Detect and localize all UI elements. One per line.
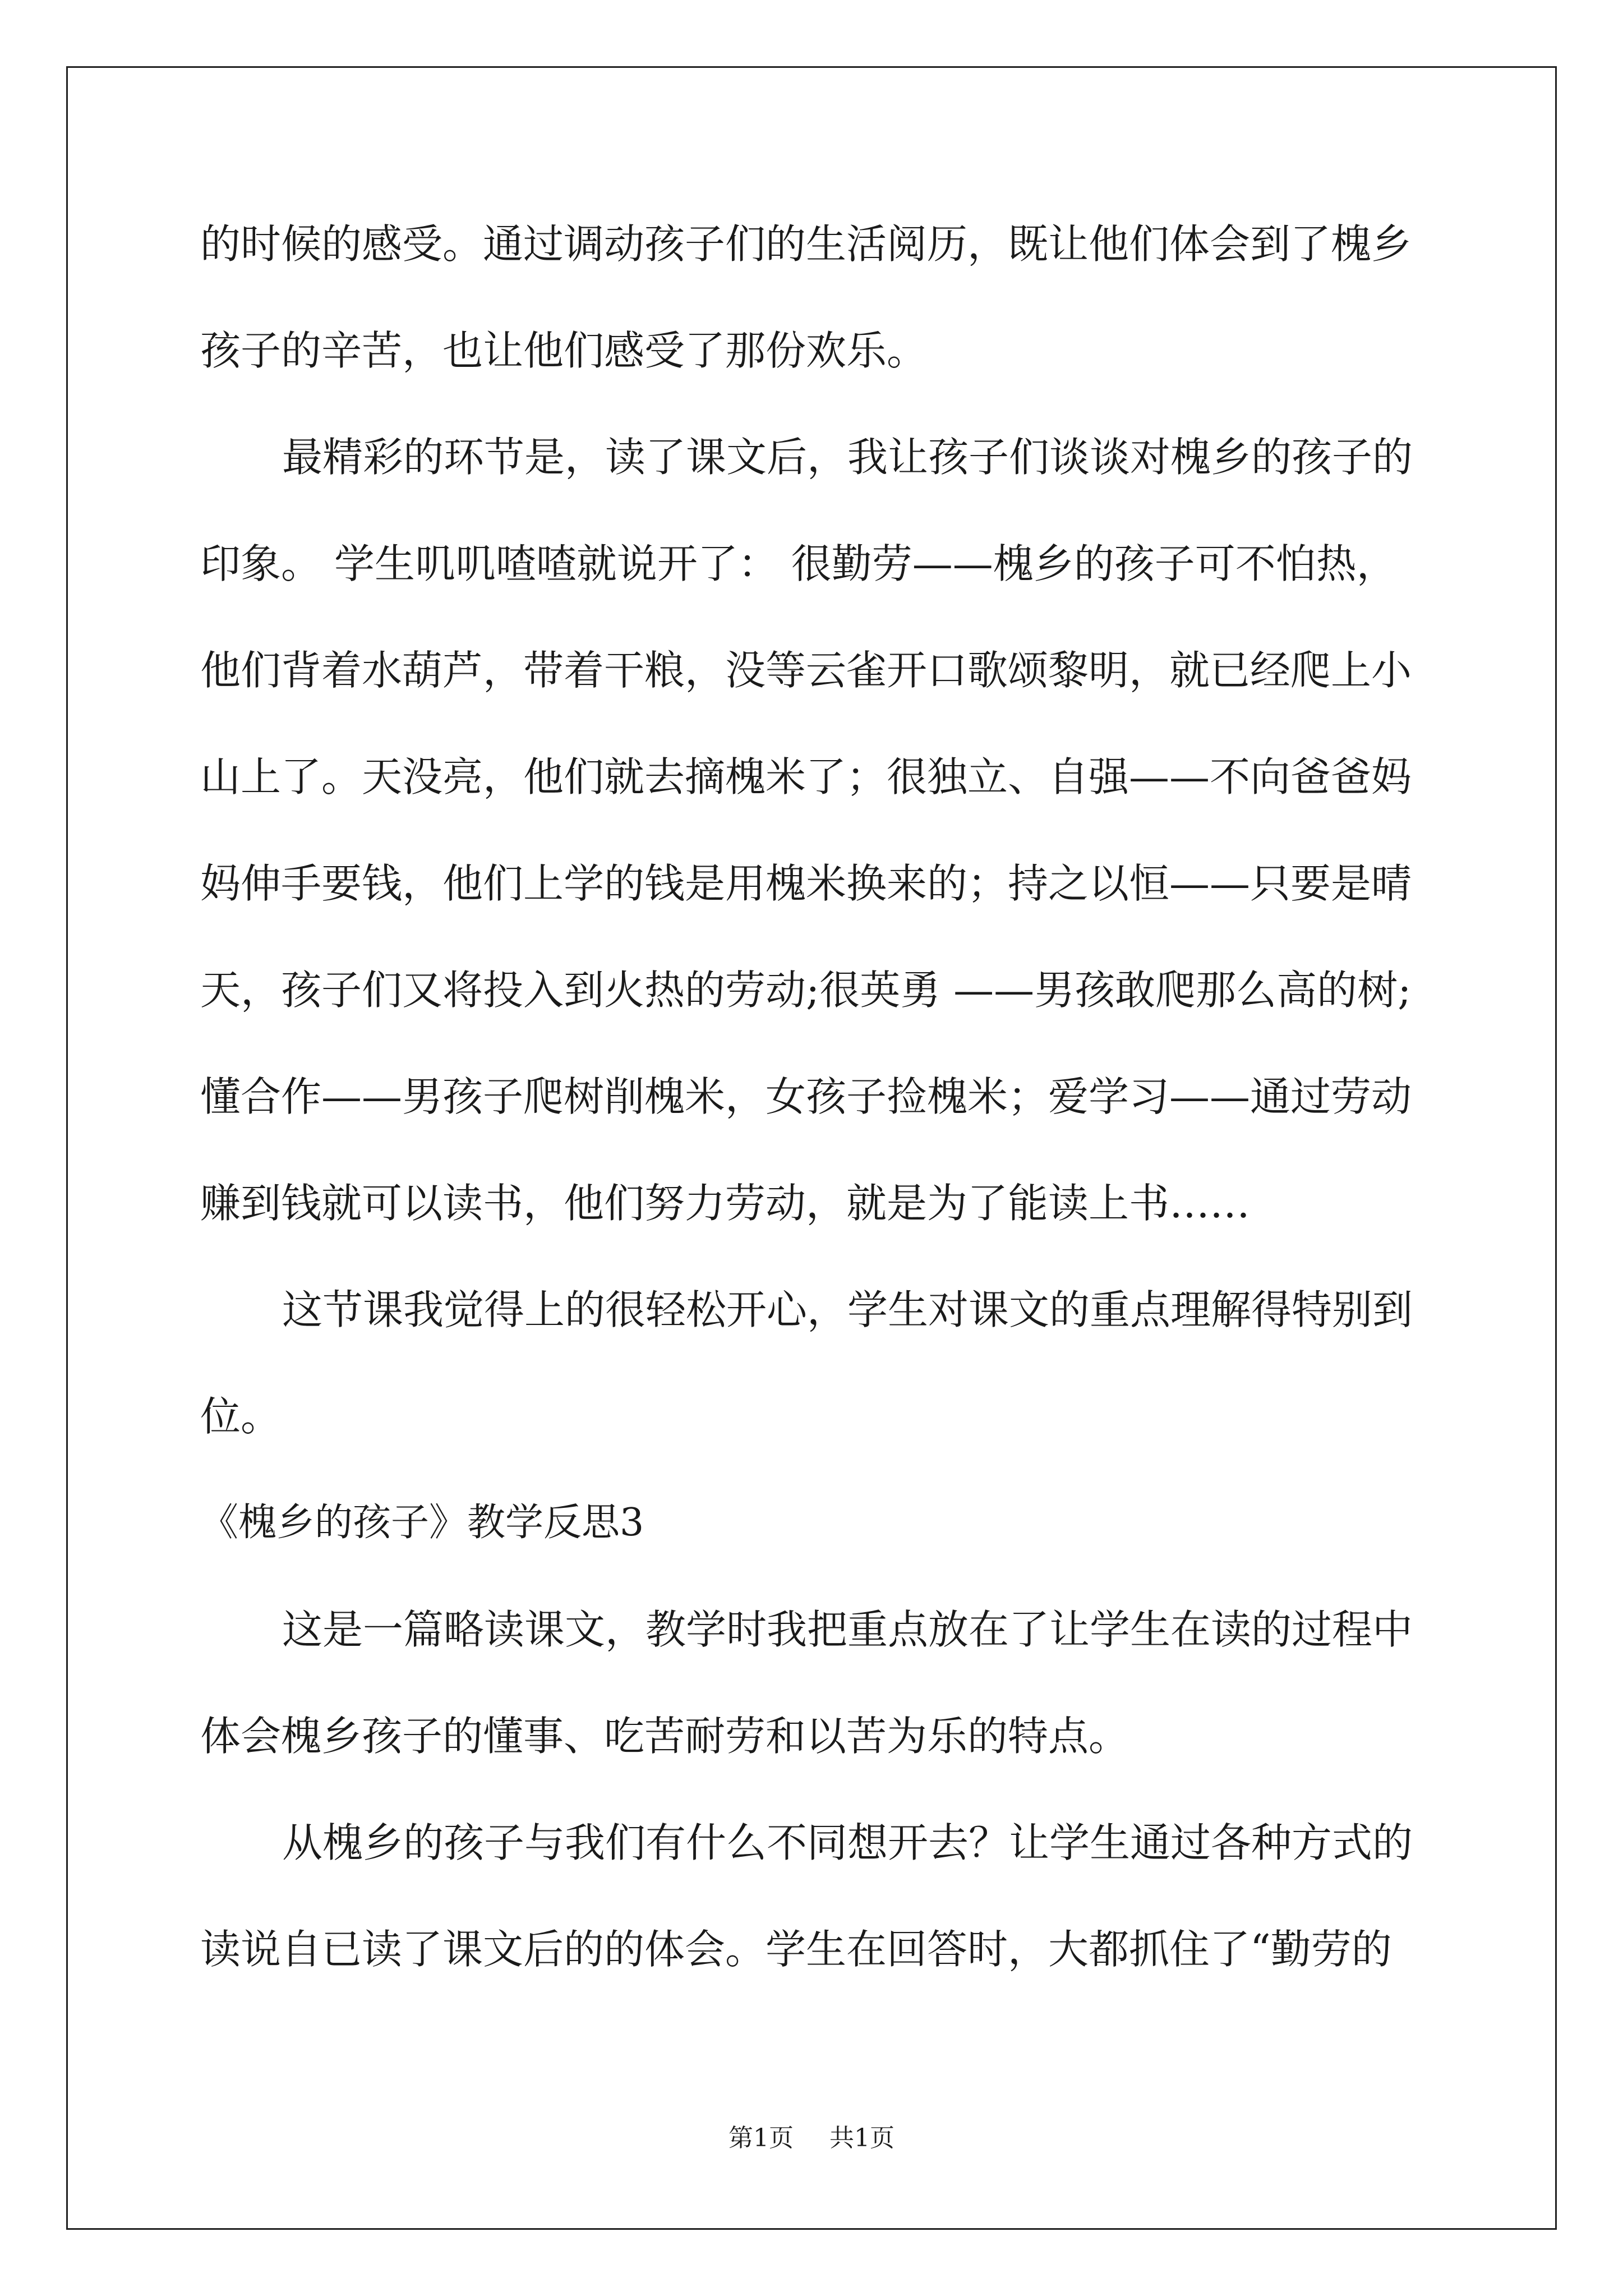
page-total: 共1页: [829, 2124, 895, 2152]
text-line: 赚到钱就可以读书，他们努力劳动，就是为了能读上书……: [200, 1180, 1251, 1227]
text-line: 从槐乡的孩子与我们有什么不同想开去？让学生通过各种方式的: [282, 1819, 1413, 1866]
document-body: [200, 191, 1428, 2003]
text-line: 最精彩的环节是，读了课文后，我让孩子们谈谈对槐乡的孩子的: [282, 434, 1413, 481]
text-line: 山上了。天没亮，他们就去摘槐米了；很独立、自强——不向爸爸妈: [200, 753, 1412, 800]
text-line: 印象。 学生叽叽喳喳就说开了： 很勤劳——槐乡的孩子可不怕热，: [200, 540, 1397, 587]
text-line: 这是一篇略读课文，教学时我把重点放在了让学生在读的过程中: [282, 1606, 1413, 1653]
text-line: 的时候的感受。通过调动孩子们的生活阅历，既让他们体会到了槐乡: [200, 220, 1412, 268]
text-line: 孩子的辛苦，也让他们感受了那份欢乐。: [200, 327, 928, 374]
text-line: 他们背着水葫芦，带着干粮，没等云雀开口歌颂黎明，就已经爬上小: [200, 647, 1412, 694]
page-number: 第1页: [728, 2124, 794, 2152]
page-footer: [0, 2122, 1623, 2155]
text-line: 体会槐乡孩子的懂事、吃苦耐劳和以苦为乐的特点。: [200, 1713, 1129, 1760]
text-line: 这节课我觉得上的很轻松开心，学生对课文的重点理解得特别到: [282, 1286, 1413, 1333]
text-line: 天，孩子们又将投入到火热的劳动;很英勇 ——男孩敢爬那么高的树;: [200, 967, 1412, 1014]
text-line: 懂合作——男孩子爬树削槐米，女孩子捡槐米；爱学习——通过劳动: [200, 1073, 1412, 1120]
text-line: 读说自已读了课文后的的体会。学生在回答时，大都抓住了“勤劳的: [200, 1926, 1392, 1973]
text-line: 位。: [200, 1393, 282, 1440]
section-heading: 《槐乡的孩子》教学反思3: [200, 1501, 644, 1545]
text-line: 妈伸手要钱，他们上学的钱是用槐米换来的；持之以恒——只要是晴: [200, 860, 1412, 907]
